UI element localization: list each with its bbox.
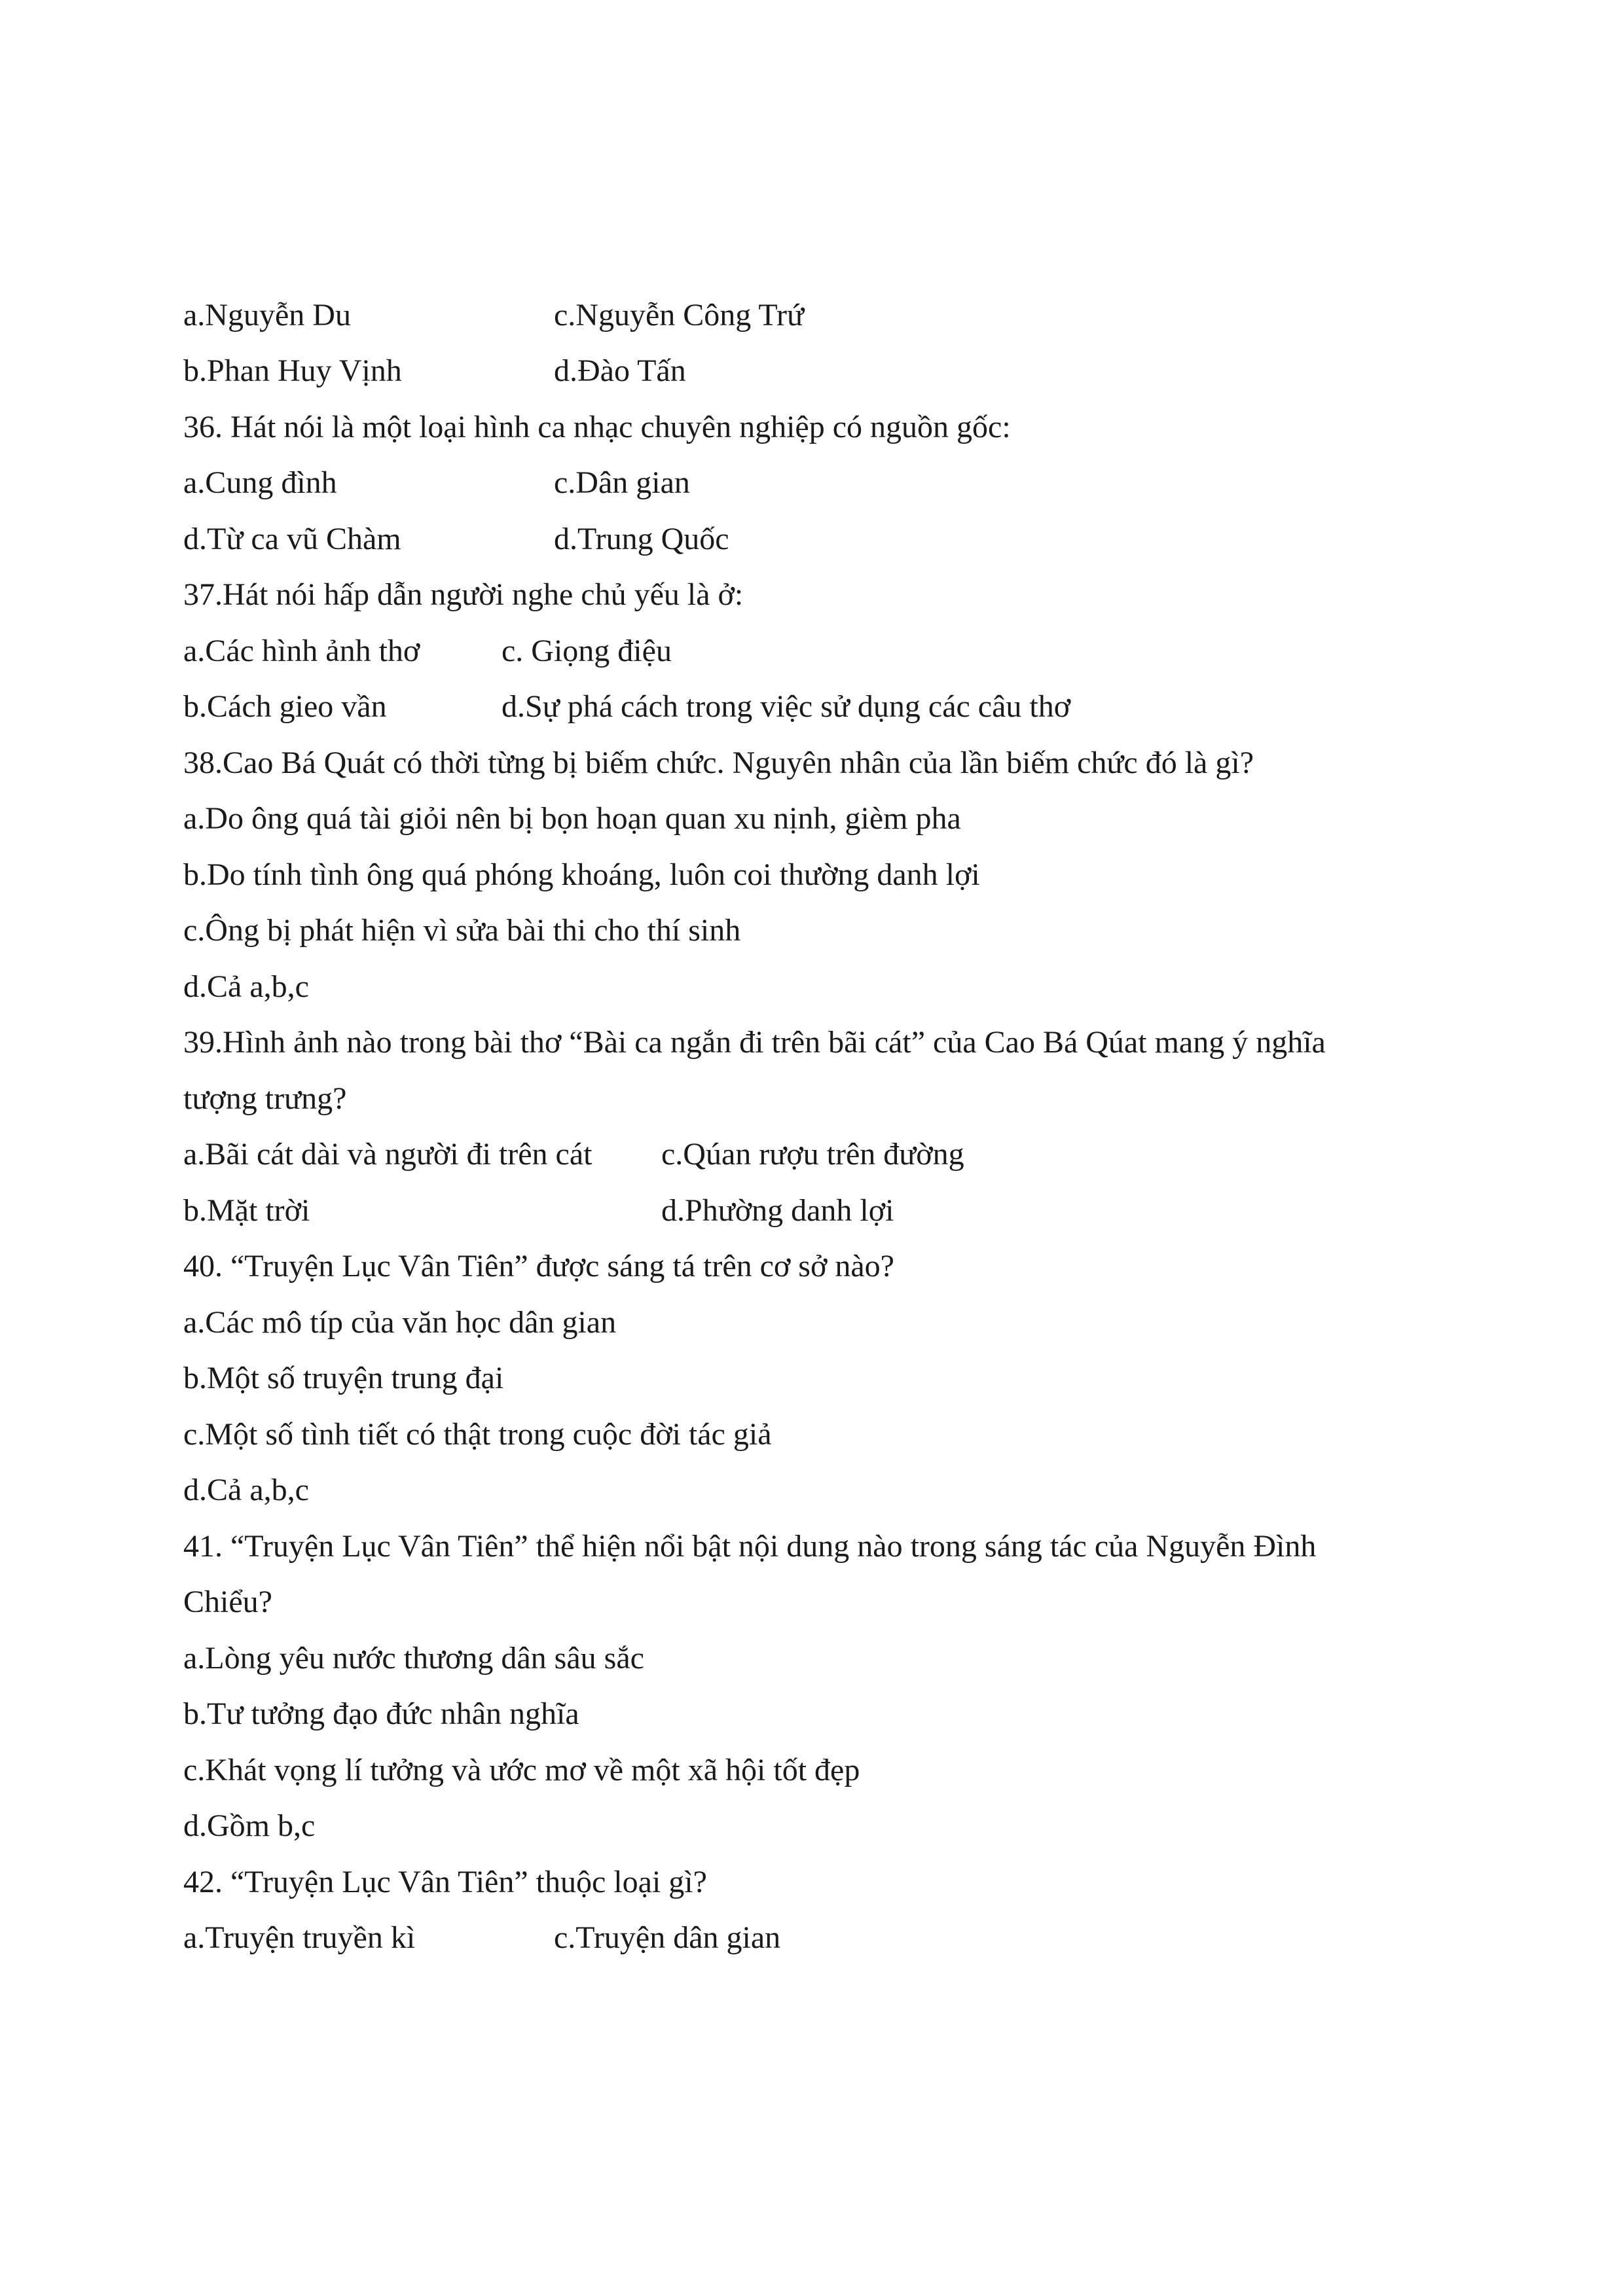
question-39-continued: tượng trưng? bbox=[183, 1081, 347, 1116]
question-42: 42. “Truyện Lục Vân Tiên” thuộc loại gì? bbox=[183, 1865, 707, 1899]
option-line: d.Gồm b,c bbox=[183, 1808, 316, 1843]
option-line: a.Bãi cát dài và người đi trên cát bbox=[183, 1137, 593, 1172]
question-37: 37.Hát nói hấp dẫn người nghe chủ yếu là ở: bbox=[183, 577, 744, 612]
option-right: d.Đào Tấn bbox=[554, 353, 686, 388]
option-line: a.Lòng yêu nước thương dân sâu sắc bbox=[183, 1641, 644, 1676]
option-line: c.Ông bị phát hiện vì sửa bài thi cho thí sinh bbox=[183, 913, 741, 948]
option-line: b.Do tính tình ông quá phóng khoáng, luôn coi thường danh lợi bbox=[183, 857, 980, 892]
option-right: c.Qúan rượu trên đường bbox=[661, 1137, 964, 1172]
question-38: 38.Cao Bá Quát có thời từng bị biếm chức. Nguyên nhân của lần biếm chức đó là gì? bbox=[183, 745, 1254, 780]
option-line: d.Từ ca vũ Chàm bbox=[183, 522, 401, 556]
option-right: d.Phường danh lợi bbox=[661, 1193, 894, 1228]
option-line: c.Khát vọng lí tưởng và ước mơ về một xã hội tốt đẹp bbox=[183, 1753, 860, 1787]
question-41-continued: Chiểu? bbox=[183, 1585, 272, 1619]
option-line: b.Phan Huy Vịnh bbox=[183, 353, 402, 388]
option-line: d.Cả a,b,c bbox=[183, 1473, 309, 1507]
option-line: b.Một số truyện trung đại bbox=[183, 1361, 504, 1395]
option-right: d.Trung Quốc bbox=[554, 522, 729, 556]
option-right: c.Truyện dân gian bbox=[554, 1920, 781, 1955]
question-39: 39.Hình ảnh nào trong bài thơ “Bài ca ngắn đi trên bãi cát” của Cao Bá Qúat mang ý nghĩa bbox=[183, 1025, 1326, 1060]
question-36: 36. Hát nói là một loại hình ca nhạc chuyên nghiệp có nguồn gốc: bbox=[183, 410, 1011, 444]
option-line: b.Tư tưởng đạo đức nhân nghĩa bbox=[183, 1696, 579, 1731]
option-line: a.Truyện truyền kì bbox=[183, 1920, 416, 1955]
option-right: c.Dân gian bbox=[554, 465, 690, 500]
option-line: a.Cung đình bbox=[183, 465, 337, 500]
option-line: c.Một số tình tiết có thật trong cuộc đời tác giả bbox=[183, 1417, 772, 1452]
option-right: c.Nguyễn Công Trứ bbox=[554, 298, 805, 332]
option-line: a.Do ông quá tài giỏi nên bị bọn hoạn quan xu nịnh, gièm pha bbox=[183, 801, 961, 836]
option-line: b.Cách gieo vần bbox=[183, 689, 387, 724]
question-40: 40. “Truyện Lục Vân Tiên” được sáng tá trên cơ sở nào? bbox=[183, 1249, 894, 1283]
question-41: 41. “Truyện Lục Vân Tiên” thể hiện nổi bật nội dung nào trong sáng tác của Nguyễn Đình bbox=[183, 1529, 1317, 1564]
option-line: b.Mặt trời bbox=[183, 1193, 310, 1228]
option-right: c. Giọng điệu bbox=[501, 634, 672, 668]
option-line: a.Các hình ảnh thơ bbox=[183, 634, 420, 668]
option-line: a.Các mô típ của văn học dân gian bbox=[183, 1305, 617, 1340]
option-line: d.Cả a,b,c bbox=[183, 969, 309, 1004]
option-right: d.Sự phá cách trong việc sử dụng các câu thơ bbox=[501, 689, 1071, 724]
option-line: a.Nguyễn Du bbox=[183, 298, 351, 332]
